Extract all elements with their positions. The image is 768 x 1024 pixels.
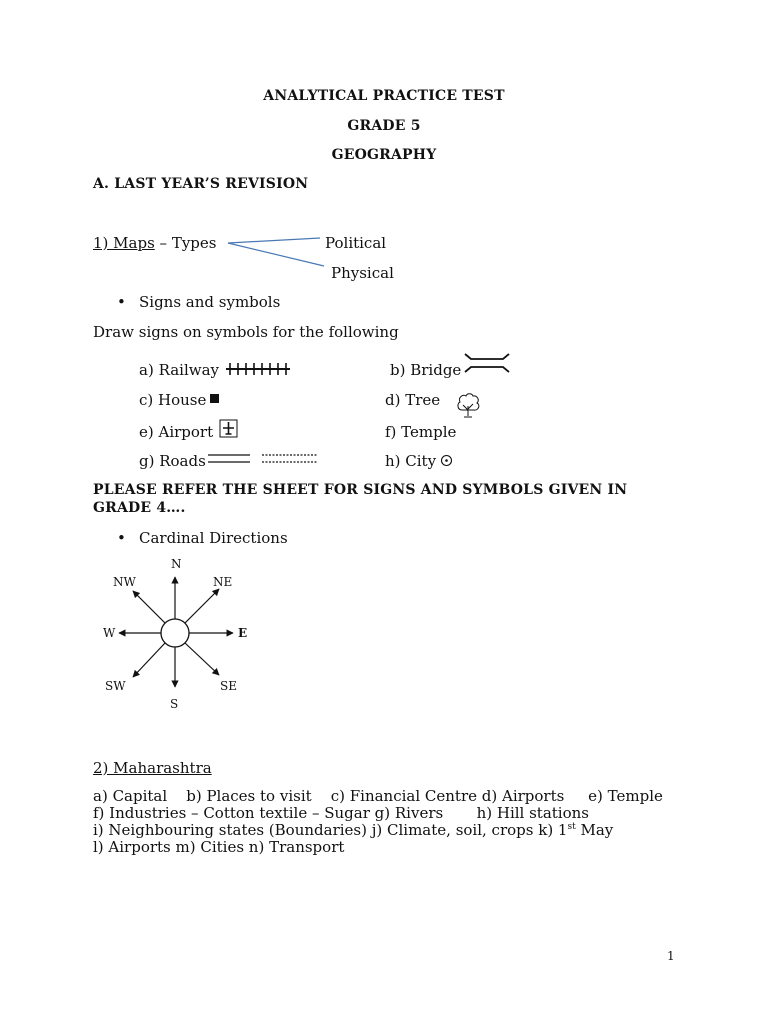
city-symbol-icon (440, 454, 454, 468)
maps-types-label: Types (171, 234, 217, 252)
refer-note-line1: PLEASE REFER THE SHEET FOR SIGNS AND SYMBOLS GIVEN IN (93, 482, 628, 498)
arrow-northwest (133, 591, 165, 623)
branch-line-physical (228, 243, 324, 266)
bridge-symbol-icon (463, 352, 513, 376)
maharashtra-heading: 2) Maharashtra (93, 759, 212, 777)
symbol-bridge-label: b) Bridge (390, 361, 462, 379)
arrow-northeast (185, 589, 219, 623)
compass-label-se: SE (220, 679, 237, 693)
railway-symbol-icon (224, 362, 294, 378)
house-symbol-icon (210, 394, 220, 404)
section-a-heading: A. LAST YEAR’S REVISION (93, 176, 309, 192)
maps-label: 1) Maps (93, 234, 155, 252)
symbol-airport-label: e) Airport (139, 423, 214, 441)
draw-instruction: Draw signs on symbols for the following (93, 323, 399, 341)
map-type-political: Political (325, 234, 387, 252)
symbol-tree-label: d) Tree (385, 391, 441, 409)
airport-symbol-icon (219, 419, 239, 439)
maharashtra-line1: a) Capital b) Places to visit c) Financial Centre d) Airports e) Temple (93, 787, 663, 805)
maharashtra-line3-sup: st (567, 822, 576, 832)
doc-title: ANALYTICAL PRACTICE TEST (263, 88, 505, 104)
compass-label-w: W (103, 626, 116, 640)
maps-dash: – (159, 234, 168, 252)
symbol-house-label: c) House (139, 391, 207, 409)
signs-bullet-text: Signs and symbols (139, 293, 281, 311)
maharashtra-line3-suffix: May (575, 821, 614, 839)
arrow-southwest (133, 643, 165, 677)
roads-symbol-icon (206, 452, 326, 468)
symbol-roads-label: g) Roads (139, 452, 206, 470)
compass-label-e: E (238, 626, 248, 640)
grade-heading: GRADE 5 (347, 118, 421, 134)
compass-label-nw: NW (113, 575, 136, 589)
arrow-southeast (185, 643, 219, 675)
map-type-physical: Physical (331, 264, 394, 282)
branch-line-political (228, 238, 320, 243)
tree-symbol-icon (456, 392, 482, 420)
maharashtra-line2: f) Industries – Cotton textile – Sugar g) Rivers h) Hill stations (93, 804, 589, 822)
subject-heading: GEOGRAPHY (331, 147, 437, 163)
page-number: 1 (667, 949, 675, 963)
symbol-railway-label: a) Railway (139, 361, 219, 379)
maharashtra-line4: l) Airports m) Cities n) Transport (93, 838, 345, 856)
symbol-temple-label: f) Temple (385, 423, 457, 441)
bullet-cardinal: • (117, 529, 126, 547)
symbol-city-label: h) City (385, 452, 437, 470)
maharashtra-line3-prefix: i) Neighbouring states (Boundaries) j) Climate, soil, crops k) 1 (93, 821, 568, 839)
maharashtra-line3 (93, 821, 613, 839)
cardinal-bullet-text: Cardinal Directions (139, 529, 288, 547)
refer-note-line2: GRADE 4…. (93, 500, 186, 516)
compass-center-circle (161, 619, 189, 647)
compass-label-n: N (171, 557, 182, 571)
compass-label-ne: NE (213, 575, 233, 589)
compass-label-s: S (170, 697, 179, 711)
compass-label-sw: SW (105, 679, 126, 693)
bullet-signs: • (117, 293, 126, 311)
